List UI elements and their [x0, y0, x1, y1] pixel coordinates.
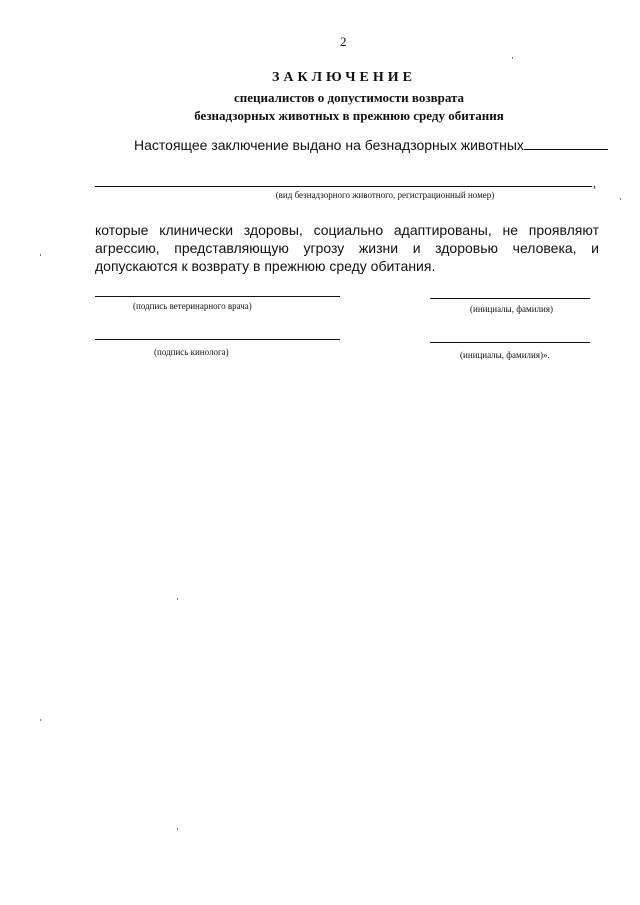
vet-signature-caption: (подпись ветеринарного врача) — [133, 301, 252, 311]
cynologist-signature-caption: (подпись кинолога) — [154, 347, 229, 357]
cynologist-signature-line — [95, 339, 340, 340]
scan-speck — [177, 828, 178, 830]
animal-line-comma: , — [593, 176, 596, 190]
document-title: ЗАКЛЮЧЕНИЕ — [271, 70, 417, 85]
scan-speck — [177, 598, 178, 600]
vet-initials-line — [430, 298, 590, 299]
body-line-1: которые клинически здоровы, социально адаптированы, не проявляют — [95, 222, 599, 238]
animal-blank-line — [95, 186, 592, 187]
scan-speck — [512, 57, 513, 59]
document-subtitle-line-2: безнадзорных животных в прежнюю среду обитания — [194, 108, 504, 123]
intro-blank-field — [524, 137, 608, 150]
document-subtitle-line-1: специалистов о допустимости возврата — [233, 90, 465, 105]
page-number: 2 — [340, 34, 347, 49]
intro-statement — [134, 137, 608, 153]
scan-speck — [40, 254, 41, 256]
scan-speck — [40, 719, 41, 721]
conclusion-body — [95, 221, 599, 275]
cynologist-initials-line — [430, 342, 590, 343]
cynologist-initials-caption: (инициалы, фамилия)». — [460, 350, 550, 360]
animal-field-caption: (вид безнадзорного животного, регистрационный номер) — [275, 190, 495, 200]
intro-text: Настоящее заключение выдано на безнадзорных животных — [134, 137, 524, 153]
vet-initials-caption: (инициалы, фамилия) — [470, 304, 553, 314]
vet-signature-line — [95, 296, 340, 297]
body-line-2: агрессию, представляющую угрозу жизни и здоровью человека, и — [95, 240, 599, 256]
body-line-3: допускаются к возврату в прежнюю среду обитания. — [95, 258, 436, 274]
scan-speck — [620, 198, 621, 200]
